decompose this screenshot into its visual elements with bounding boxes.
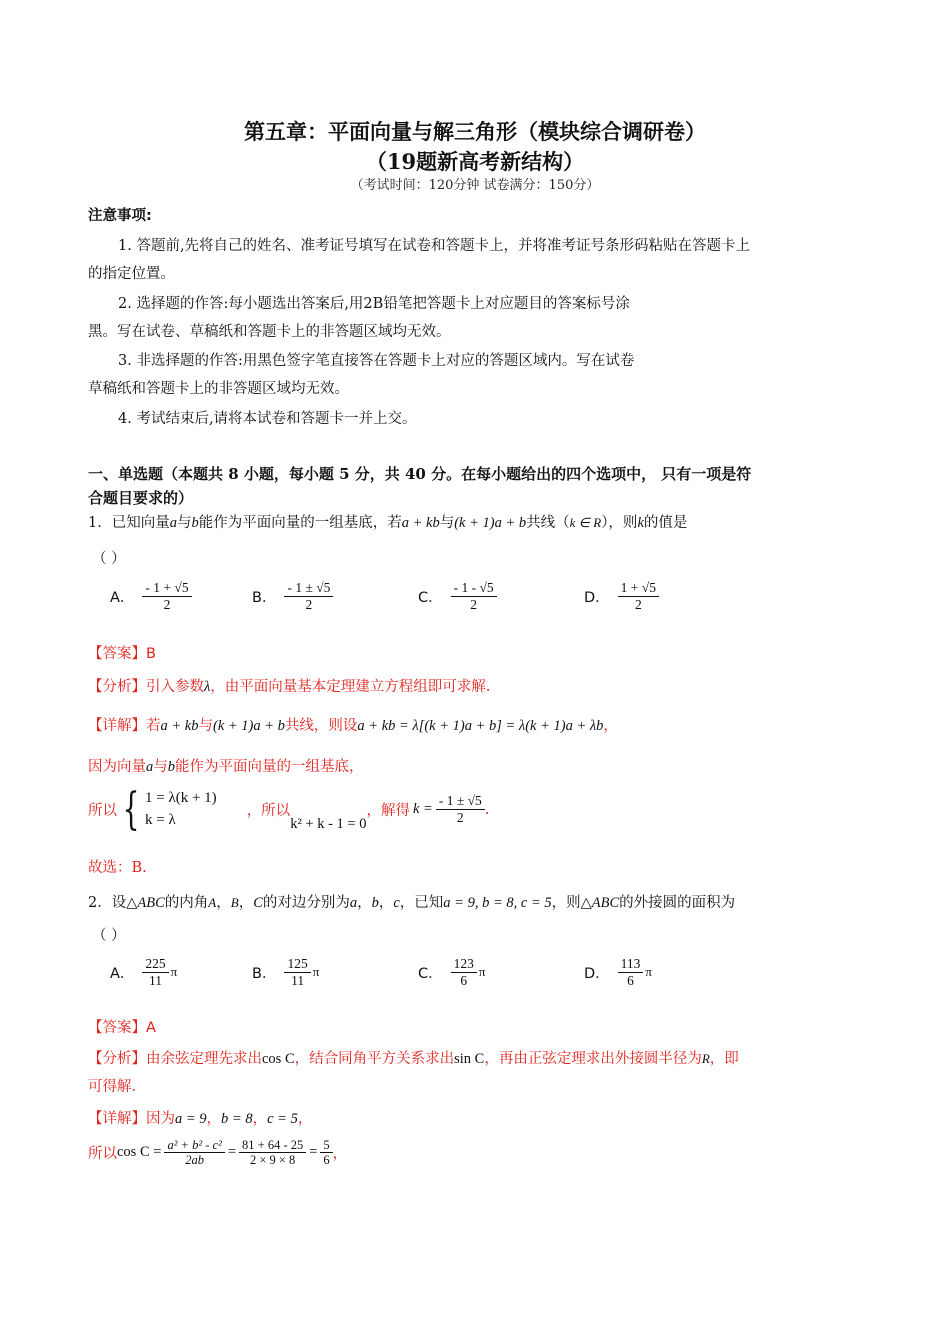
k-equals: k = xyxy=(412,801,433,817)
q1-stem-text: 1．已知向量 xyxy=(88,515,170,531)
value-c: c = 5 xyxy=(267,1111,298,1127)
q1-option-b[interactable] xyxy=(252,580,333,612)
q2-stem-text: 的外接圆的面积为 xyxy=(619,895,736,911)
q2-stem-text: 2．设△ xyxy=(88,895,138,911)
q2-analysis-line-2: 可得解. xyxy=(88,1079,137,1095)
q1-option-c[interactable] xyxy=(418,580,497,612)
fraction-denominator: 11 xyxy=(291,972,305,988)
note-1-line-2: 的指定位置。 xyxy=(88,266,175,282)
cos-c: cos C xyxy=(262,1051,295,1067)
pi-symbol: π xyxy=(478,964,486,980)
k-solution-fraction xyxy=(436,793,485,825)
q1-stem-text: 共线（ xyxy=(526,515,570,531)
value-a: a = 9 xyxy=(175,1111,207,1127)
fraction-numerator: 125 xyxy=(284,956,310,973)
q1-stem-text: 与 xyxy=(176,515,192,531)
note-4: 4. 考试结束后,请将本试卷和答题卡一并上交。 xyxy=(118,411,417,427)
fraction-denominator: 6 xyxy=(627,972,634,988)
equals-sign: = xyxy=(309,1144,318,1161)
fraction-denominator: 2ab xyxy=(185,1153,204,1168)
exam-info: （考试时间：120分钟 试卷满分：150分） xyxy=(350,178,600,193)
fraction-numerator: 5 xyxy=(320,1138,332,1153)
fraction-numerator: 225 xyxy=(142,956,168,973)
detail-tag: 【详解】 xyxy=(88,718,146,734)
q1-answer-paren: （ ） xyxy=(92,551,126,567)
q2-option-d[interactable] xyxy=(584,956,652,988)
fraction-numerator: 113 xyxy=(618,956,644,973)
detail-text: 与 xyxy=(153,759,168,775)
q2-option-b[interactable] xyxy=(252,956,319,988)
angle-a: A xyxy=(208,895,217,910)
note-1-line-1: 1. 答题前,先将自己的姓名、准考证号填写在试卷和答题卡上，并将准考证号条形码粘贴在答题卡上 xyxy=(118,238,751,254)
fraction-denominator: 2 × 9 × 8 xyxy=(249,1153,296,1168)
section-heading-line-1: 一、单选题（本题共 8 小题，每小题 5 分，共 40 分。在每小题给出的四个选项中， 只有一项是符 xyxy=(88,465,752,483)
fraction-numerator: - 1 - √5 xyxy=(451,580,497,597)
value-b: b = 8 xyxy=(221,1111,253,1127)
page-title: 第五章：平面向量与解三角形（模块综合调研卷） xyxy=(244,119,706,144)
radius-r: R xyxy=(701,1051,710,1066)
option-fraction xyxy=(451,956,477,988)
vector-a: a xyxy=(146,759,154,775)
system-row-2: k = λ xyxy=(145,811,176,828)
fraction-numerator: 1 + √5 xyxy=(618,580,659,597)
q2-cosine-line xyxy=(88,1138,347,1168)
q1-stem-text: 与 xyxy=(439,515,455,531)
q2-analysis-line-1 xyxy=(88,1047,739,1068)
q2-option-c[interactable] xyxy=(418,956,485,988)
q2-answer-paren: （ ） xyxy=(92,928,126,944)
note-2-line-2: 黑。写在试卷、草稿纸和答题卡上的非答题区域均无效。 xyxy=(88,324,451,340)
fraction-denominator: 6 xyxy=(460,972,468,988)
fraction-numerator: - 1 + √5 xyxy=(142,580,191,597)
cosine-fraction-3 xyxy=(320,1138,332,1168)
brace-symbol: { xyxy=(122,783,140,835)
fraction-denominator: 2 xyxy=(456,810,464,825)
q2-stem-text: ，则△ xyxy=(551,895,592,911)
equals-sign: = xyxy=(227,1144,237,1161)
option-fraction xyxy=(618,580,659,612)
q1-stem xyxy=(88,511,687,532)
section-heading-line-2: 合题目要求的） xyxy=(88,489,194,507)
side-a: a xyxy=(349,895,358,911)
q1-k-domain: k ∈ R xyxy=(569,515,602,530)
analysis-text: 由余弦定理先求出 xyxy=(146,1051,262,1067)
q1-option-a[interactable] xyxy=(110,580,192,612)
detail-expr-1: a + kb xyxy=(160,718,199,734)
fraction-denominator: 11 xyxy=(149,972,163,988)
analysis-text: ，由平面向量基本定理建立方程组即可求解. xyxy=(210,679,491,695)
cos-c-lhs: cos C = xyxy=(117,1144,162,1161)
option-fraction xyxy=(142,580,191,612)
quadratic-equation: k² + k - 1 = 0 xyxy=(290,816,367,832)
fraction-numerator: 81 + 64 - 25 xyxy=(239,1138,306,1153)
cosine-fraction-2 xyxy=(239,1138,306,1168)
analysis-tag: 【分析】 xyxy=(88,679,146,695)
q2-detail: 【详解】因为a = 9，b = 8，c = 5， xyxy=(88,1111,313,1127)
detail-text: 与 xyxy=(198,718,213,734)
q2-stem-text: 的对边分别为 xyxy=(262,895,350,911)
triangle-abc: ABC xyxy=(591,895,620,911)
fraction-numerator: - 1 ± √5 xyxy=(284,580,333,597)
lambda-symbol: λ xyxy=(204,679,211,695)
pi-symbol: π xyxy=(312,964,320,980)
q1-analysis xyxy=(88,675,490,696)
side-c: c xyxy=(393,895,400,911)
detail-text: ， xyxy=(603,718,618,734)
option-label: C． xyxy=(418,965,443,982)
q2-stem-text: 的内角 xyxy=(164,895,209,911)
option-label: A． xyxy=(110,965,135,982)
note-3-line-2: 草稿纸和答题卡上的非答题区域均无效。 xyxy=(88,381,349,397)
option-label: B． xyxy=(252,965,277,982)
analysis-text: ，结合同角平方关系求出 xyxy=(294,1051,455,1067)
triangle-abc: ABC xyxy=(137,895,165,911)
vector-a: a xyxy=(169,515,177,531)
q2-stem-text: ，已知 xyxy=(399,895,444,911)
analysis-text: ，即 xyxy=(709,1051,739,1067)
q1-detail-line-3 xyxy=(88,783,490,835)
angle-b: B xyxy=(230,895,239,910)
detail-text: . xyxy=(484,801,490,818)
option-label: A． xyxy=(110,589,135,606)
detail-text: 共线，则设 xyxy=(284,718,358,734)
fraction-numerator: 123 xyxy=(451,956,477,973)
option-fraction xyxy=(284,580,333,612)
option-label: B． xyxy=(252,589,277,606)
fraction-denominator: 6 xyxy=(323,1153,330,1168)
option-fraction xyxy=(142,956,168,988)
q1-stem-text: 的值是 xyxy=(643,515,688,531)
fraction-denominator: 2 xyxy=(305,596,313,612)
detail-text: 因为 xyxy=(146,1111,175,1127)
q1-stem-text: 能作为平面向量的一组基底，若 xyxy=(198,515,402,531)
pi-symbol: π xyxy=(645,964,652,980)
note-3-line-1: 3. 非选择题的作答:用黑色签字笔直接答在答题卡上对应的答题区域内。写在试卷 xyxy=(118,353,635,369)
q1-detail xyxy=(88,714,618,735)
fraction-denominator: 2 xyxy=(470,596,478,612)
option-label: D． xyxy=(584,965,610,982)
fraction-numerator: - 1 ± √5 xyxy=(436,793,485,810)
q1-detail-line-2 xyxy=(88,755,364,776)
option-label: C． xyxy=(418,589,443,606)
side-b: b xyxy=(371,895,379,911)
fraction-denominator: 2 xyxy=(634,596,642,612)
system-rows xyxy=(145,788,217,832)
detail-text: 所以 xyxy=(88,803,117,819)
option-fraction xyxy=(284,956,310,988)
vector-b: b xyxy=(191,515,199,531)
angle-c: C xyxy=(253,895,263,911)
option-label: D． xyxy=(584,589,610,606)
detail-text: ，所以 xyxy=(246,803,291,819)
vector-b: b xyxy=(167,759,175,775)
analysis-tag: 【分析】 xyxy=(88,1051,146,1067)
cosine-fraction-1 xyxy=(164,1138,224,1168)
detail-equation: a + kb = λ[(k + 1)a + b] = λ(k + 1)a + λb xyxy=(357,718,604,734)
detail-expr-2: (k + 1)a + b xyxy=(212,718,285,734)
equation-system xyxy=(117,783,217,835)
q2-answer: 【答案】A xyxy=(88,1020,156,1036)
option-fraction xyxy=(451,580,497,612)
system-row-1: 1 = λ(k + 1) xyxy=(145,789,217,806)
fraction-numerator: a² + b² - c² xyxy=(164,1138,224,1153)
analysis-text: 引入参数 xyxy=(146,679,204,695)
detail-text: 能作为平面向量的一组基底， xyxy=(175,759,364,775)
fraction-denominator: 2 xyxy=(163,596,171,612)
pi-symbol: π xyxy=(170,964,178,980)
q1-k: k xyxy=(637,515,644,531)
option-fraction xyxy=(618,956,644,988)
q2-option-a[interactable] xyxy=(110,956,177,988)
q1-stem-text: ），则 xyxy=(601,515,638,531)
detail-text: 若 xyxy=(146,718,161,734)
q2-stem: 2．设△ABC的内角A，B，C的对边分别为a，b，c，已知a = 9, b = 8, c = 5，则△ABC的外接圆的面积为 xyxy=(88,895,736,911)
q1-option-d[interactable] xyxy=(584,580,659,612)
q1-final: 故选：B. xyxy=(88,860,147,876)
detail-text: ，解得 xyxy=(366,803,410,819)
sin-c: sin C xyxy=(454,1051,485,1067)
notes-heading: 注意事项: xyxy=(88,208,152,224)
q1-expr-1: a + kb xyxy=(401,515,440,531)
page-subtitle: （19题新高考新结构） xyxy=(365,149,585,174)
q2-given-values: a = 9, b = 8, c = 5 xyxy=(443,895,552,911)
note-2-line-1: 2. 选择题的作答:每小题选出答案后,用2B铅笔把答题卡上对应题目的答案标号涂 xyxy=(118,296,630,312)
detail-text: ， xyxy=(332,1146,348,1163)
analysis-text: ，再由正弦定理求出外接圆半径为 xyxy=(484,1051,702,1067)
q1-answer: 【答案】B xyxy=(88,646,156,662)
detail-text: 所以 xyxy=(88,1146,117,1163)
detail-text: 因为向量 xyxy=(88,759,146,775)
detail-tag: 【详解】 xyxy=(88,1111,146,1127)
q1-expr-2: (k + 1)a + b xyxy=(454,515,527,531)
